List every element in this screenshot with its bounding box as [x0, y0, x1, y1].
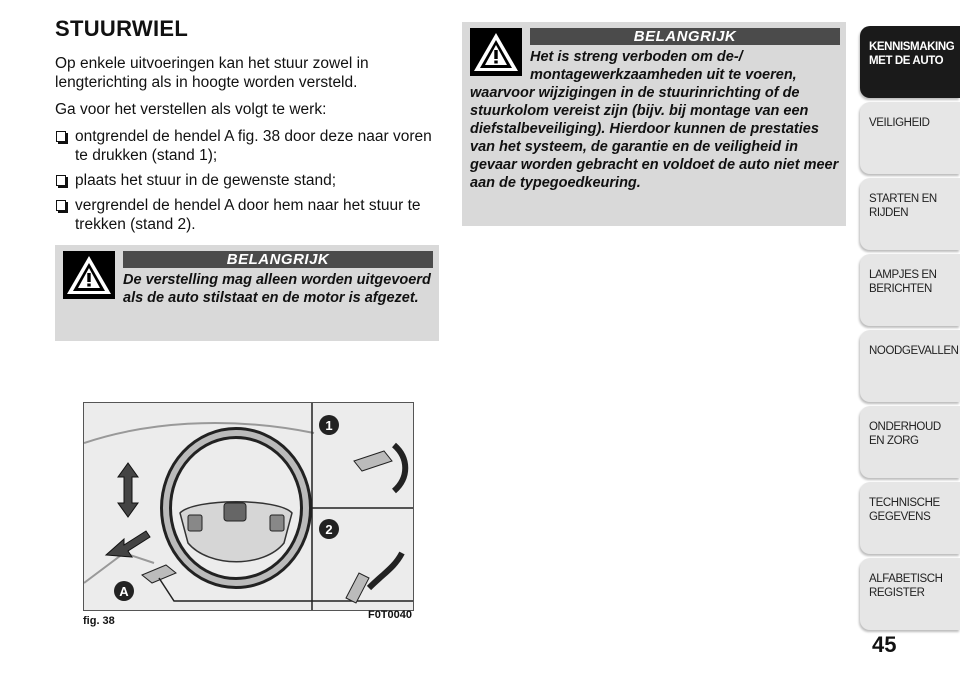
warning-box: [462, 22, 846, 226]
steering-wheel-illustration: [84, 403, 413, 610]
tab-noodgevallen[interactable]: NOODGEVALLEN: [860, 330, 960, 402]
callout-2: 2: [325, 522, 333, 537]
tab-kennismaking[interactable]: KENNISMAKING MET DE AUTO: [860, 26, 960, 98]
figure-label: fig. 38: [83, 615, 115, 627]
warning-title: BELANGRIJK: [123, 251, 433, 268]
callout-A: A: [119, 584, 129, 599]
figure-code: F0T0040: [367, 609, 412, 621]
step-text: plaats het stuur in de gewenste stand;: [75, 172, 337, 189]
lead-paragraph: Ga voor het verstellen als volgt te werk:: [55, 101, 327, 118]
list-item: [55, 196, 435, 234]
page-title: STUURWIEL: [55, 16, 189, 41]
list-item: [55, 127, 435, 165]
tab-onderhoud-en-zorg[interactable]: ONDERHOUD EN ZORG: [860, 406, 960, 478]
instructions: [55, 54, 435, 240]
warning-triangle-icon: [470, 28, 522, 76]
tab-technische-gegevens[interactable]: TECHNISCHE GEGEVENS: [860, 482, 960, 554]
list-item: [55, 171, 435, 190]
warning-title: BELANGRIJK: [530, 28, 840, 45]
checkbox-bullet-icon: [56, 175, 66, 186]
step-text: ontgrendel de hendel A fig. 38 door deze naar voren te drukken (stand 1);: [75, 128, 432, 164]
callout-1: 1: [325, 418, 333, 433]
checkbox-bullet-icon: [56, 200, 66, 211]
tab-veiligheid[interactable]: VEILIGHEID: [860, 102, 960, 174]
intro-paragraph: Op enkele uitvoeringen kan het stuur zowel in lengterichting als in hoogte worden versteld.: [55, 55, 369, 91]
warning-text: Het is streng verboden om de-/ montagewerkzaamheden uit te voeren, waarvoor wijzigingen in de stuurinrichting of de stuurkolom vereist zijn (bijv. bij montage van een diefstalbeveiliging). Hierdoor kunnen de prestaties van het systeem, de garantie en de veiligheid in gevaar worden gebracht en voldoet de auto niet meer aan de typegoedkeuring.: [470, 49, 839, 191]
warning-triangle-icon: [63, 251, 115, 299]
step-text: vergrendel de hendel A door hem naar het stuur te trekken (stand 2).: [75, 197, 421, 233]
tab-alfabetisch-register[interactable]: ALFABETISCH REGISTER: [860, 558, 960, 630]
steering-wheel-figure: [83, 402, 414, 611]
warning-text: De verstelling mag alleen worden uitgevoerd als de auto stilstaat en de motor is afgezet.: [123, 272, 431, 306]
checkbox-bullet-icon: [56, 131, 66, 142]
warning-box: [55, 245, 439, 341]
tab-starten-en-rijden[interactable]: STARTEN EN RIJDEN: [860, 178, 960, 250]
tab-lampjes-en-berichten[interactable]: LAMPJES EN BERICHTEN: [860, 254, 960, 326]
page-number: 45: [872, 632, 897, 657]
steps-list: [55, 127, 435, 234]
